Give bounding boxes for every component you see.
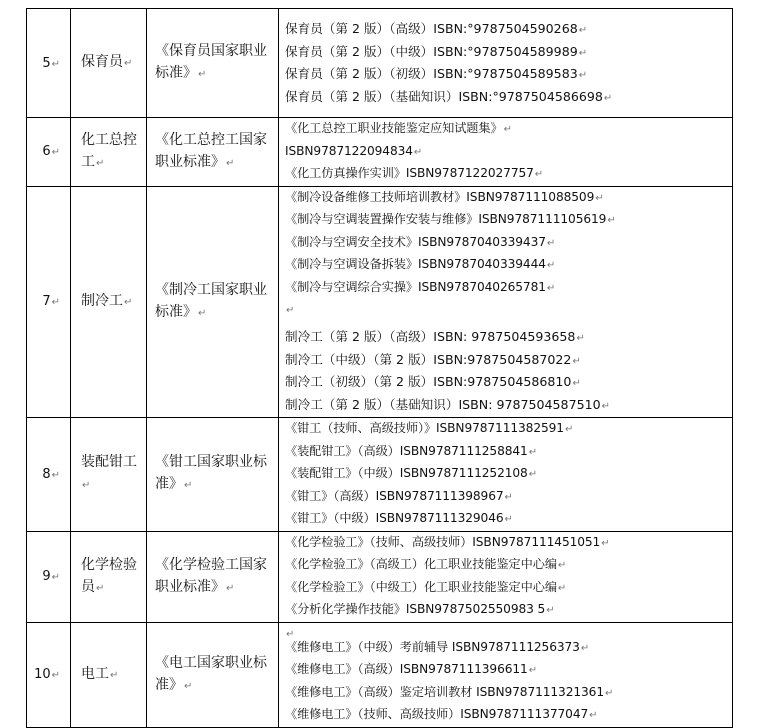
- book-line: 制冷工（初级）（第 2 版）ISBN:9787504586810↵: [285, 374, 581, 389]
- occupation-name: 制冷工↵: [71, 186, 147, 418]
- book-line: 《化工总控工职业技能鉴定应知试题集》↵: [285, 121, 512, 135]
- book-line: 制冷工（第 2 版）（高级）ISBN: 9787504593658↵: [285, 329, 585, 344]
- table-row: [27, 622, 733, 727]
- occupation-name: 化学检验员↵: [71, 531, 147, 622]
- blank-line: ↵: [286, 628, 295, 640]
- row-number: 7↵: [27, 186, 71, 418]
- book-line: 《化学检验工》（中级工）化工职业技能鉴定中心编↵: [285, 579, 567, 594]
- qualification-table: [26, 8, 733, 728]
- table-row: [27, 418, 733, 532]
- book-line: 保育员（第 2 版）（基础知识）ISBN:°9787504586698↵: [285, 88, 613, 104]
- standard-name: 《化学检验工国家职业标准》↵: [147, 531, 279, 622]
- occupation-name: 装配钳工↵: [71, 418, 147, 532]
- occupation-name: 保育员↵: [71, 9, 147, 118]
- book-line: 《化学检验工》（高级工）化工职业技能鉴定中心编↵: [285, 557, 567, 571]
- blank-line: ↵: [286, 305, 295, 316]
- book-line: 《装配钳工》（中级）ISBN9787111252108↵: [285, 466, 537, 480]
- book-line: 《维修电工》（技师、高级技师）ISBN9787111377047↵: [285, 707, 598, 721]
- book-line: 制冷工（第 2 版）（基础知识）ISBN: 9787504587510↵: [285, 396, 611, 412]
- book-list: [279, 186, 733, 418]
- book-line: 《化工仿真操作实训》ISBN9787122027757↵: [285, 166, 544, 180]
- book-list: [279, 622, 733, 727]
- book-line: 保育员（第 2 版）（初级）ISBN:°9787504589583↵: [285, 66, 588, 81]
- row-number: 5↵: [27, 9, 71, 118]
- row-number: 8↵: [27, 418, 71, 532]
- book-list: [279, 418, 733, 532]
- standard-name: 《制冷工国家职业标准》↵: [147, 186, 279, 418]
- book-line: 《维修电工》（高级）ISBN9787111396611↵: [285, 662, 537, 676]
- book-line: 《化学检验工》（技师、高级技师）ISBN9787111451051↵: [285, 534, 610, 549]
- book-line: 《钳工（技师、高级技师）》ISBN9787111382591↵: [285, 421, 574, 435]
- book-line: 《钳工》（高级）ISBN9787111398967↵: [285, 488, 513, 503]
- book-line: 《维修电工》（中级）考前辅导 ISBN9787111256373↵: [285, 639, 590, 654]
- book-line: 《制冷设备维修工技师培训教材》ISBN9787111088509↵: [285, 189, 604, 204]
- occupation-name: 化工总控工↵: [71, 118, 147, 187]
- row-number: 10↵: [27, 622, 71, 727]
- table-row: [27, 9, 733, 118]
- table-row: [27, 531, 733, 622]
- book-line: 《分析化学操作技能》ISBN9787502550983 5↵: [285, 602, 555, 616]
- book-line: 《装配钳工》（高级）ISBN9787111258841↵: [285, 443, 537, 458]
- book-line: ISBN9787122094834↵: [285, 143, 423, 158]
- book-line: 《维修电工》（高级）鉴定培训教材 ISBN9787111321361↵: [285, 684, 614, 699]
- occupation-name: 电工↵: [71, 622, 147, 727]
- standard-name: 《电工国家职业标准》↵: [147, 622, 279, 727]
- row-number: 9↵: [27, 531, 71, 622]
- book-line: 《钳工》（中级）ISBN9787111329046↵: [285, 511, 513, 525]
- book-line: 保育员（第 2 版）（高级）ISBN:°9787504590268↵: [285, 21, 588, 36]
- table-row: [27, 118, 733, 187]
- book-line: 《制冷与空调综合实操》ISBN9787040265781↵: [285, 279, 556, 294]
- book-line: 《制冷与空调装置操作安装与维修》ISBN9787111105619↵: [285, 212, 616, 226]
- table-body: [27, 9, 733, 728]
- book-line: 《制冷与空调安全技术》ISBN9787040339437↵: [285, 234, 556, 249]
- book-line: 《制冷与空调设备拆装》ISBN9787040339444↵: [285, 257, 556, 271]
- book-list: [279, 118, 733, 187]
- row-number: 6↵: [27, 118, 71, 187]
- standard-name: 《钳工国家职业标准》↵: [147, 418, 279, 532]
- table-row: [27, 186, 733, 418]
- book-line: 制冷工（中级）（第 2 版）ISBN:9787504587022↵: [285, 351, 581, 367]
- standard-name: 《化工总控工国家职业标准》↵: [147, 118, 279, 187]
- book-line: 保育员（第 2 版）（中级）ISBN:°9787504589989↵: [285, 43, 588, 59]
- book-list: [279, 9, 733, 118]
- book-list: [279, 531, 733, 622]
- standard-name: 《保育员国家职业标准》↵: [147, 9, 279, 118]
